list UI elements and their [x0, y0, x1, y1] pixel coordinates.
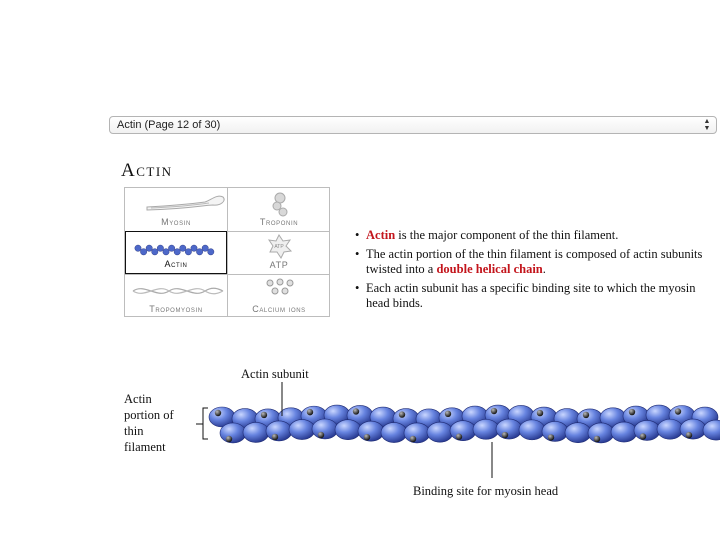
actin-subunit-bead — [496, 419, 522, 439]
actin-subunit-bead — [404, 423, 430, 443]
thumb-troponin[interactable] — [228, 188, 330, 231]
binding-site-dot — [686, 432, 692, 438]
binding-site-dot — [215, 410, 221, 416]
thumb-label: Myosin — [161, 217, 191, 227]
actin-mini-bead — [146, 245, 152, 251]
actin-subunit-bead — [634, 420, 660, 440]
binding-site-dot — [318, 432, 324, 438]
actin-mini-bead — [135, 245, 141, 251]
bullet-dot-icon: • — [355, 281, 360, 295]
bullet-item — [355, 247, 715, 277]
actin-mini-bead — [191, 245, 197, 251]
binding-site-dot — [399, 411, 405, 417]
actin-subunit-bead — [289, 420, 315, 440]
bullet-item — [355, 228, 715, 243]
bullet-dot-icon: • — [355, 228, 360, 242]
thumb-myosin[interactable] — [125, 188, 227, 231]
binding-site-dot — [261, 412, 267, 418]
actin-mini-bead — [140, 249, 146, 255]
thumb-calcium-ions[interactable] — [228, 275, 330, 318]
actin-mini-bead — [163, 249, 169, 255]
binding-site-dot — [537, 410, 543, 416]
actin-subunit-bead — [657, 419, 683, 439]
actin-mini-bead — [157, 245, 163, 251]
highlight-text: Actin — [366, 228, 396, 242]
actin-mini-bead — [208, 249, 214, 255]
binding-site-dot — [364, 434, 370, 440]
bullet-item — [355, 281, 715, 311]
binding-site-dot — [640, 433, 646, 439]
actin-subunit-bead — [565, 423, 591, 443]
label-line: thin — [124, 424, 144, 438]
binding-site-dot — [629, 409, 635, 415]
label-actin-subunit: Actin subunit — [241, 367, 309, 381]
bullet-dot-icon: • — [355, 247, 360, 261]
actin-subunit-bead — [680, 419, 706, 439]
thumb-label: Calcium ions — [252, 304, 306, 314]
bullet-text: Each actin subunit has a specific binding site to which the myosin head binds. — [366, 281, 696, 310]
actin-subunit-bead — [473, 419, 499, 439]
actin-subunit-bead — [243, 422, 269, 442]
select-arrows-icon: ▲ ▼ — [703, 118, 711, 132]
myosin-icon — [125, 190, 227, 220]
bullet-text: is the major component of the thin filament. — [395, 228, 619, 242]
bullet-list — [355, 228, 715, 315]
actin-subunit-bead — [588, 423, 614, 443]
binding-site-dot — [272, 434, 278, 440]
thumb-label: ATP — [269, 260, 289, 270]
actin-subunit-bead — [312, 419, 338, 439]
component-grid — [124, 187, 330, 317]
bullet-text: The actin portion of the thin filament is composed of actin subunits twisted into a — [366, 247, 703, 276]
actin-subunit-bead — [450, 421, 476, 441]
binding-site-dot — [226, 436, 232, 442]
actin-mini-bead — [168, 245, 174, 251]
actin-mini-bead — [196, 249, 202, 255]
thumb-atp[interactable] — [228, 231, 330, 274]
thumb-actin[interactable] — [125, 231, 227, 274]
binding-site-dot — [548, 434, 554, 440]
tropomyosin-icon — [125, 277, 227, 307]
actin-subunit-bead — [381, 423, 407, 443]
slide-title: Actin — [121, 160, 173, 181]
actin-filament-diagram — [0, 360, 720, 540]
page-select[interactable] — [109, 116, 717, 134]
actin-mini-bead — [202, 245, 208, 251]
bullet-text: . — [542, 262, 546, 276]
actin-subunit-bead — [335, 420, 361, 440]
binding-site-dot — [456, 434, 462, 440]
label-line: filament — [124, 440, 166, 454]
actin-mini-bead — [174, 249, 180, 255]
binding-site-dot — [353, 408, 359, 414]
thumb-label: Troponin — [259, 217, 299, 227]
thumb-tropomyosin[interactable] — [125, 275, 227, 318]
calcium-ions-icon — [228, 277, 330, 307]
actin-mini-bead — [185, 249, 191, 255]
binding-site-dot — [594, 436, 600, 442]
actin-subunit-bead — [519, 420, 545, 440]
binding-site-dot — [583, 412, 589, 418]
label-binding-site: Binding site for myosin head — [413, 484, 559, 498]
binding-site-dot — [410, 436, 416, 442]
label-line: portion of — [124, 408, 174, 422]
atp-badge-text: ATP — [274, 244, 284, 250]
binding-site-dot — [307, 409, 313, 415]
actin-subunit-bead — [542, 421, 568, 441]
troponin-icon — [228, 190, 330, 220]
bracket-line — [203, 408, 208, 439]
actin-subunit-bead — [611, 422, 637, 442]
thumb-label: Tropomyosin — [149, 304, 203, 314]
thumb-label: Actin — [164, 259, 188, 269]
page-select-value: Actin (Page 12 of 30) — [117, 119, 221, 131]
actin-filament-illustration — [0, 360, 720, 540]
label-line: Actin — [124, 392, 152, 406]
binding-site-dot — [675, 408, 681, 414]
label-actin-portion — [124, 391, 174, 455]
binding-site-dot — [502, 432, 508, 438]
highlight-text: double helical chain — [436, 262, 543, 276]
actin-mini-bead — [180, 245, 186, 251]
atp-icon — [228, 233, 330, 263]
actin-mini-bead — [152, 249, 158, 255]
binding-site-dot — [491, 408, 497, 414]
actin-subunit-bead — [220, 423, 246, 443]
actin-subunit-bead — [427, 422, 453, 442]
actin-subunit-bead — [358, 421, 384, 441]
binding-site-dot — [445, 411, 451, 417]
actin-subunit-bead — [266, 421, 292, 441]
